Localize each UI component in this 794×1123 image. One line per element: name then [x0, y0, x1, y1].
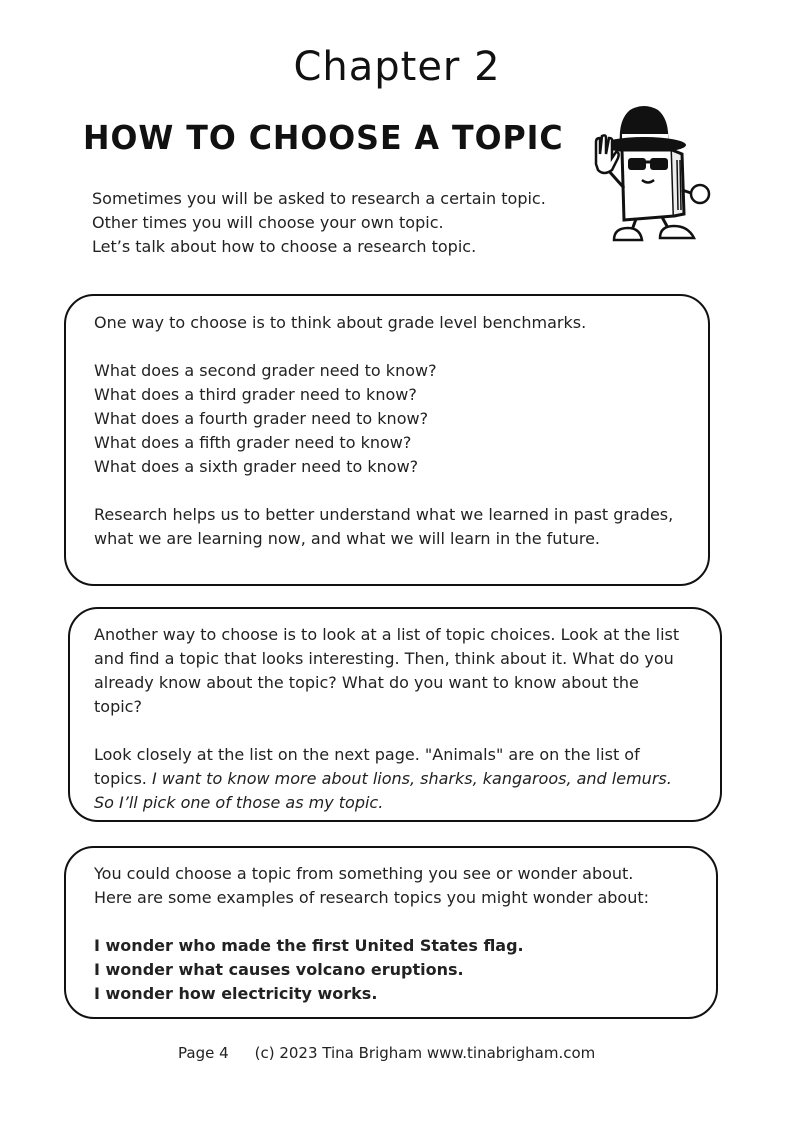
benchmarks-box: [64, 294, 710, 586]
page-number: Page 4: [178, 1044, 229, 1062]
intro-line: Sometimes you will be asked to research a certain topic.: [92, 189, 546, 208]
intro-line: Let’s talk about how to choose a research topic.: [92, 237, 477, 256]
box-text-line: Another way to choose is to look at a list of topic choices. Look at the list: [94, 625, 680, 644]
box-text-line: what we are learning now, and what we will learn in the future.: [94, 529, 600, 548]
page-footer: [178, 1044, 621, 1062]
box-text-line: Look closely at the list on the next page. "Animals" are on the list of: [94, 745, 640, 764]
question-line: What does a sixth grader need to know?: [94, 457, 419, 476]
copyright-text: (c) 2023 Tina Brigham www.tinabrigham.com: [254, 1044, 596, 1062]
box-text-line: One way to choose is to think about grade level benchmarks.: [94, 313, 587, 332]
question-line: What does a second grader need to know?: [94, 361, 437, 380]
box-text-line: topic?: [94, 697, 142, 716]
intro-line: Other times you will choose your own topic.: [92, 213, 444, 232]
question-line: What does a fourth grader need to know?: [94, 409, 429, 428]
intro-paragraph: [92, 187, 546, 259]
page-title: HOW TO CHOOSE A TOPIC: [83, 118, 564, 157]
box-text-line: Research helps us to better understand what we learned in past grades,: [94, 505, 674, 524]
box-text-normal: topics.: [94, 769, 152, 788]
question-line: What does a fifth grader need to know?: [94, 433, 412, 452]
box-text-line: already know about the topic? What do you want to know about the: [94, 673, 639, 692]
example-italic-text: So I’ll pick one of those as my topic.: [94, 793, 384, 812]
box-text-line: Here are some examples of research topics you might wonder about:: [94, 888, 650, 907]
wonder-example: I wonder how electricity works.: [94, 984, 378, 1003]
example-italic-text: I want to know more about lions, sharks, kangaroos, and lemurs.: [151, 769, 672, 788]
detective-book-mascot-icon: [578, 98, 720, 248]
box-text-line: [94, 767, 720, 791]
wonder-example: I wonder what causes volcano eruptions.: [94, 960, 464, 979]
box-text-line: and find a topic that looks interesting. Then, think about it. What do you: [94, 649, 674, 668]
chapter-heading: Chapter 2: [293, 44, 501, 90]
wonder-box: [64, 846, 718, 1019]
question-line: What does a third grader need to know?: [94, 385, 417, 404]
wonder-example: I wonder who made the first United States flag.: [94, 936, 524, 955]
topic-list-box: [68, 607, 722, 822]
box-text-line: You could choose a topic from something you see or wonder about.: [94, 864, 634, 883]
